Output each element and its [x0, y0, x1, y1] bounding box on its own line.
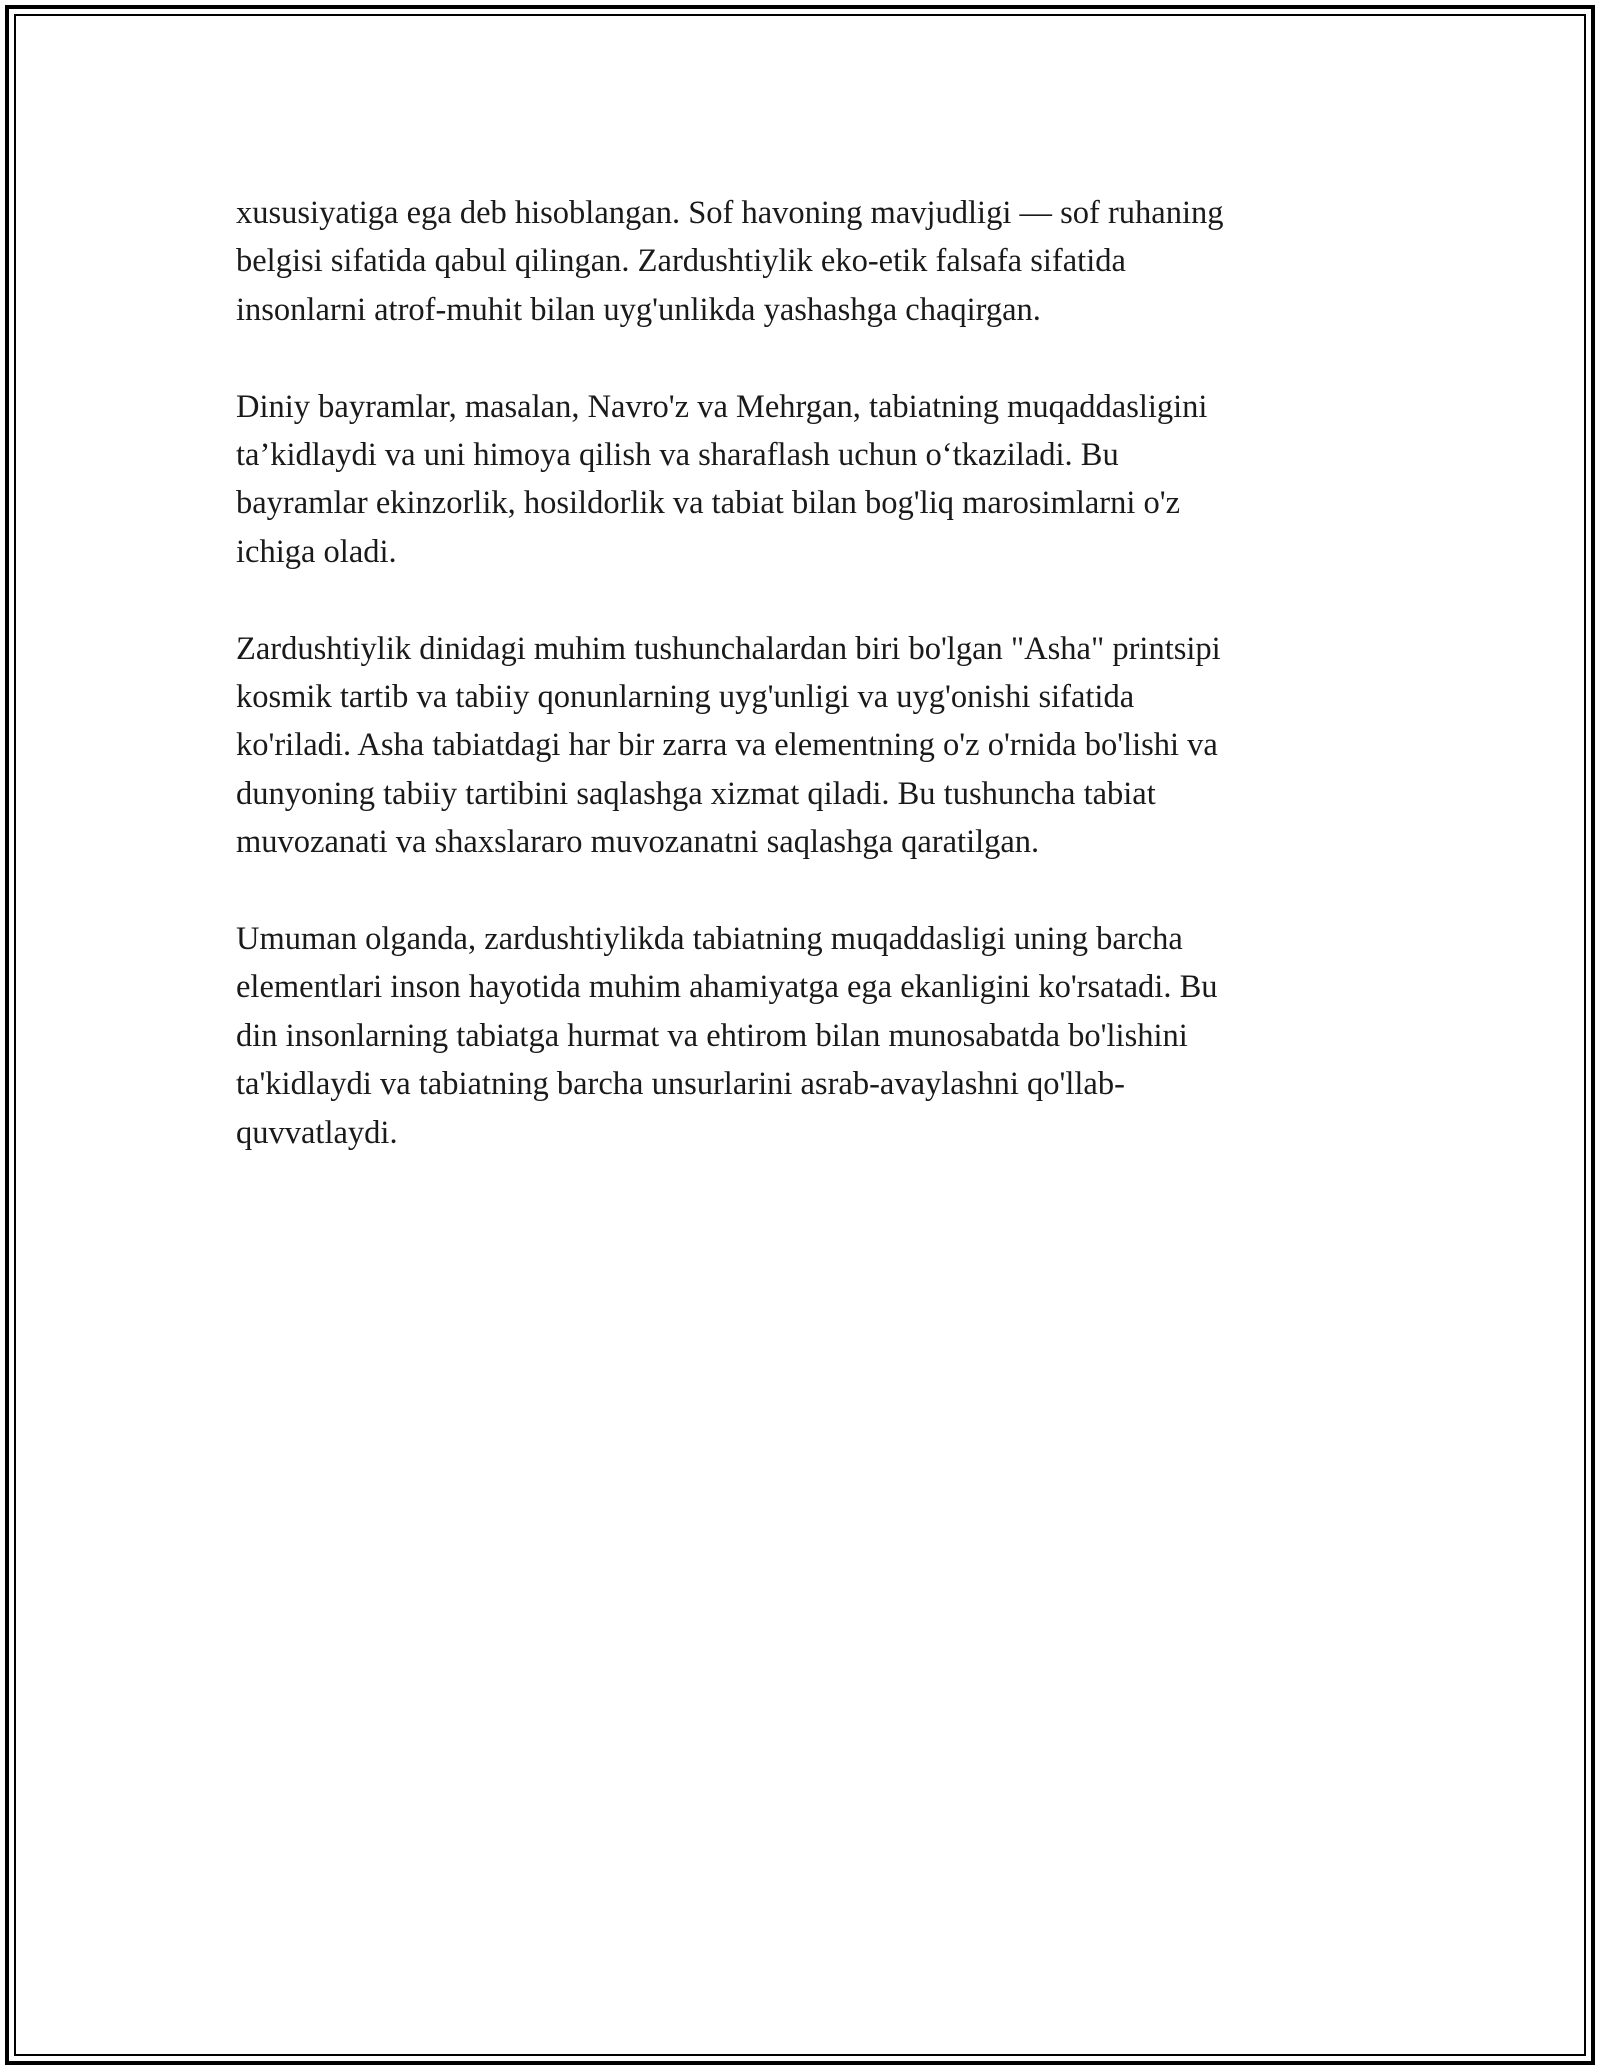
- text-line: Umuman olganda, zardushtiylikda tabiatning muqaddasligi uning barcha: [236, 921, 1183, 958]
- document-body: [236, 189, 1366, 1205]
- paragraph: [236, 383, 1366, 577]
- text-line: insonlarni atrof-muhit bilan uyg'unlikda yashashga chaqirgan.: [236, 291, 1041, 328]
- paragraph: [236, 625, 1366, 867]
- text-line: Zardushtiylik dinidagi muhim tushunchalardan biri bo'lgan "Asha" printsipi: [236, 630, 1221, 667]
- text-line: belgisi sifatida qabul qilingan. Zardushtiylik eko-etik falsafa sifatida: [236, 243, 1126, 280]
- paragraph: [236, 189, 1366, 334]
- text-line: kosmik tartib va tabiiy qonunlarning uyg'unligi va uyg'onishi sifatida: [236, 679, 1135, 716]
- text-line: ko'riladi. Asha tabiatdagi har bir zarra va elementning o'z o'rnida bo'lishi va: [236, 727, 1218, 764]
- text-line: quvvatlaydi.: [236, 1114, 398, 1151]
- text-line: ta’kidlaydi va uni himoya qilish va sharaflash uchun o‘tkaziladi. Bu: [236, 437, 1119, 474]
- text-line: din insonlarning tabiatga hurmat va ehtirom bilan munosabatda bo'lishini: [236, 1017, 1188, 1054]
- text-line: dunyoning tabiiy tartibini saqlashga xizmat qiladi. Bu tushuncha tabiat: [236, 775, 1156, 812]
- text-line: muvozanati va shaxslararo muvozanatni saqlashga qaratilgan.: [236, 824, 1040, 861]
- text-line: xususiyatiga ega deb hisoblangan. Sof havoning mavjudligi — sof ruhaning: [236, 195, 1224, 231]
- paragraph: [236, 915, 1366, 1157]
- text-line: ta'kidlaydi va tabiatning barcha unsurlarini asrab-avaylashni qo'llab-: [236, 1066, 1125, 1103]
- text-line: Diniy bayramlar, masalan, Navro'z va Mehrgan, tabiatning muqaddasligini: [236, 388, 1208, 425]
- text-line: ichiga oladi.: [236, 533, 397, 570]
- text-line: bayramlar ekinzorlik, hosildorlik va tabiat bilan bog'liq marosimlarni o'z: [236, 485, 1181, 522]
- text-line: elementlari inson hayotida muhim ahamiyatga ega ekanligini ko'rsatadi. Bu: [236, 969, 1218, 1006]
